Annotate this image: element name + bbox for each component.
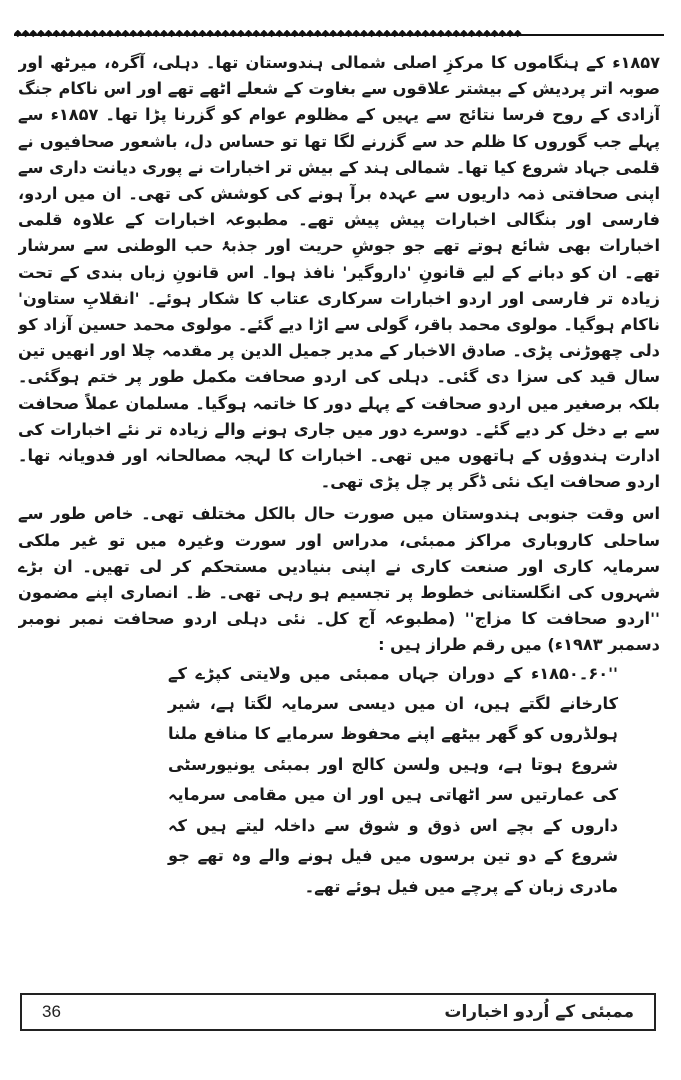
running-title: ممبئی کے اُردو اخبارات <box>444 1002 634 1022</box>
page-number: 36 <box>42 1002 61 1021</box>
paragraph-1857-revolt: ۱۸۵۷ء کے ہنگاموں کا مرکزِ اصلی شمالی ہندوستان تھا۔ دہلی، آگرہ، میرٹھ اور صوبہ اتر پردیش کے بیشتر علاقوں سے بغاوت کے شعلے اٹھے تھے اور اس ناکام جنگ آزادی کے روح فرسا نتائج سے یہیں کے مظلوم عوام کو گزرنا پڑا تھا۔ ۱۸۵۷ء سے پہلے جب گوروں کا ظلم حد سے گزرنے لگا تھا تو حساس دل، باشعور صحافیوں نے قلمی جہاد شروع کیا تھا۔ شمالی ہند کے بیش تر اخبارات نے پوری دیانت داری سے اپنی صحافتی ذمہ داریوں سے عہدہ برآ ہونے کی کوشش کی تھی۔ ان میں اردو، فارسی اور بنگالی اخبارات پیش پیش تھے۔ مطبوعہ اخبارات کے علاوہ قلمی اخبارات بھی شائع ہوتے تھے جو جوشِ حریت اور جذبۂ حب الوطنی سے سرشار تھے۔ ان کو دبانے کے لیے قانونِ 'داروگیر' نافذ ہوا۔ اس قانونِ زباں بندی کے تحت زیادہ تر فارسی اور اردو اخبارات سرکاری عتاب کا شکار ہوئے۔ 'انقلابِ ستاون' ناکام ہوگیا۔ مولوی محمد باقر، گولی سے اڑا دیے گئے۔ مولوی محمد حسین آزاد کو دلی چھوڑنی پڑی۔ صادق الاخبار کے مدیر جمیل الدین پر مقدمہ چلا اور انھیں تین سال قید کی سزا دی گئی۔ دہلی کی اردو صحافت مکمل طور پر ختم ہوگئی۔ بلکہ برصغیر میں اردو صحافت کے پہلے دور کا خاتمہ ہوگیا۔ مسلمان عملاً صحافت سے بے دخل کر دیے گئے۔ دوسرے دور میں جاری ہونے والے زیادہ تر نئے اخبارات کی ادارت ہندوؤں کے ہاتھوں میں تھی۔ اخبارات کا لہجہ مصالحانہ اور فدویانہ تھا۔ اردو صحافت ایک نئی ڈگر پر چل پڑی تھی۔ <box>18 53 660 492</box>
paragraph-south-india: اس وقت جنوبی ہندوستان میں صورت حال بالکل مختلف تھی۔ خاص طور سے ساحلی کاروباری مراکز ممبئی، مدراس اور سورت وغیرہ میں تو غیر ملکی سرمایہ کاری اور صنعت کاری نے اپنی بنیادیں مستحکم کر لی تھیں۔ ان بڑے شہروں کی انگلستانی خطوط پر تجسیم ہو رہی تھی۔ ظ۔ انصاری اپنے مضمون ''اردو صحافت کا مزاج'' (مطبوعہ آج کل۔ نئی دہلی اردو صحافت نمبر نومبر دسمبر ۱۹۸۳ء) میں رقم طراز ہیں : <box>18 504 660 655</box>
page-footer <box>20 993 656 1031</box>
diamond-ornament-icon: ◆◆◆◆◆◆◆◆◆◆◆◆◆◆◆◆◆◆◆◆◆◆◆◆◆◆◆◆◆◆◆◆◆◆◆◆◆◆◆◆◆◆◆◆◆◆◆◆◆◆◆◆◆◆◆◆◆◆◆◆◆◆◆◆◆◆ <box>14 30 522 39</box>
block-quote-ansari: ''۶۰۔۱۸۵۰ء کے دوران جہاں ممبئی میں ولایتی کپڑے کے کارخانے لگتے ہیں، ان میں دیسی سرمایہ لگتا ہے، شیر ہولڈروں کو گھر بیٹھے اپنے محفوظ سرمایے کا منافع ملنا شروع ہوتا ہے، وہیں ولسن کالج اور بمبئی یونیورسٹی کی عمارتیں سر اٹھاتی ہیں اور ان میں مقامی سرمایہ داروں کے بچے اس ذوق و شوق سے داخلہ لیتے ہیں کہ شروع کے دو تین برسوں میں فیل ہونے والے وہ تھے جو مادری زبان کے پرچے میں فیل ہوئے تھے۔ <box>168 663 618 896</box>
top-ornament-rule <box>14 30 664 40</box>
page-body <box>18 50 660 980</box>
